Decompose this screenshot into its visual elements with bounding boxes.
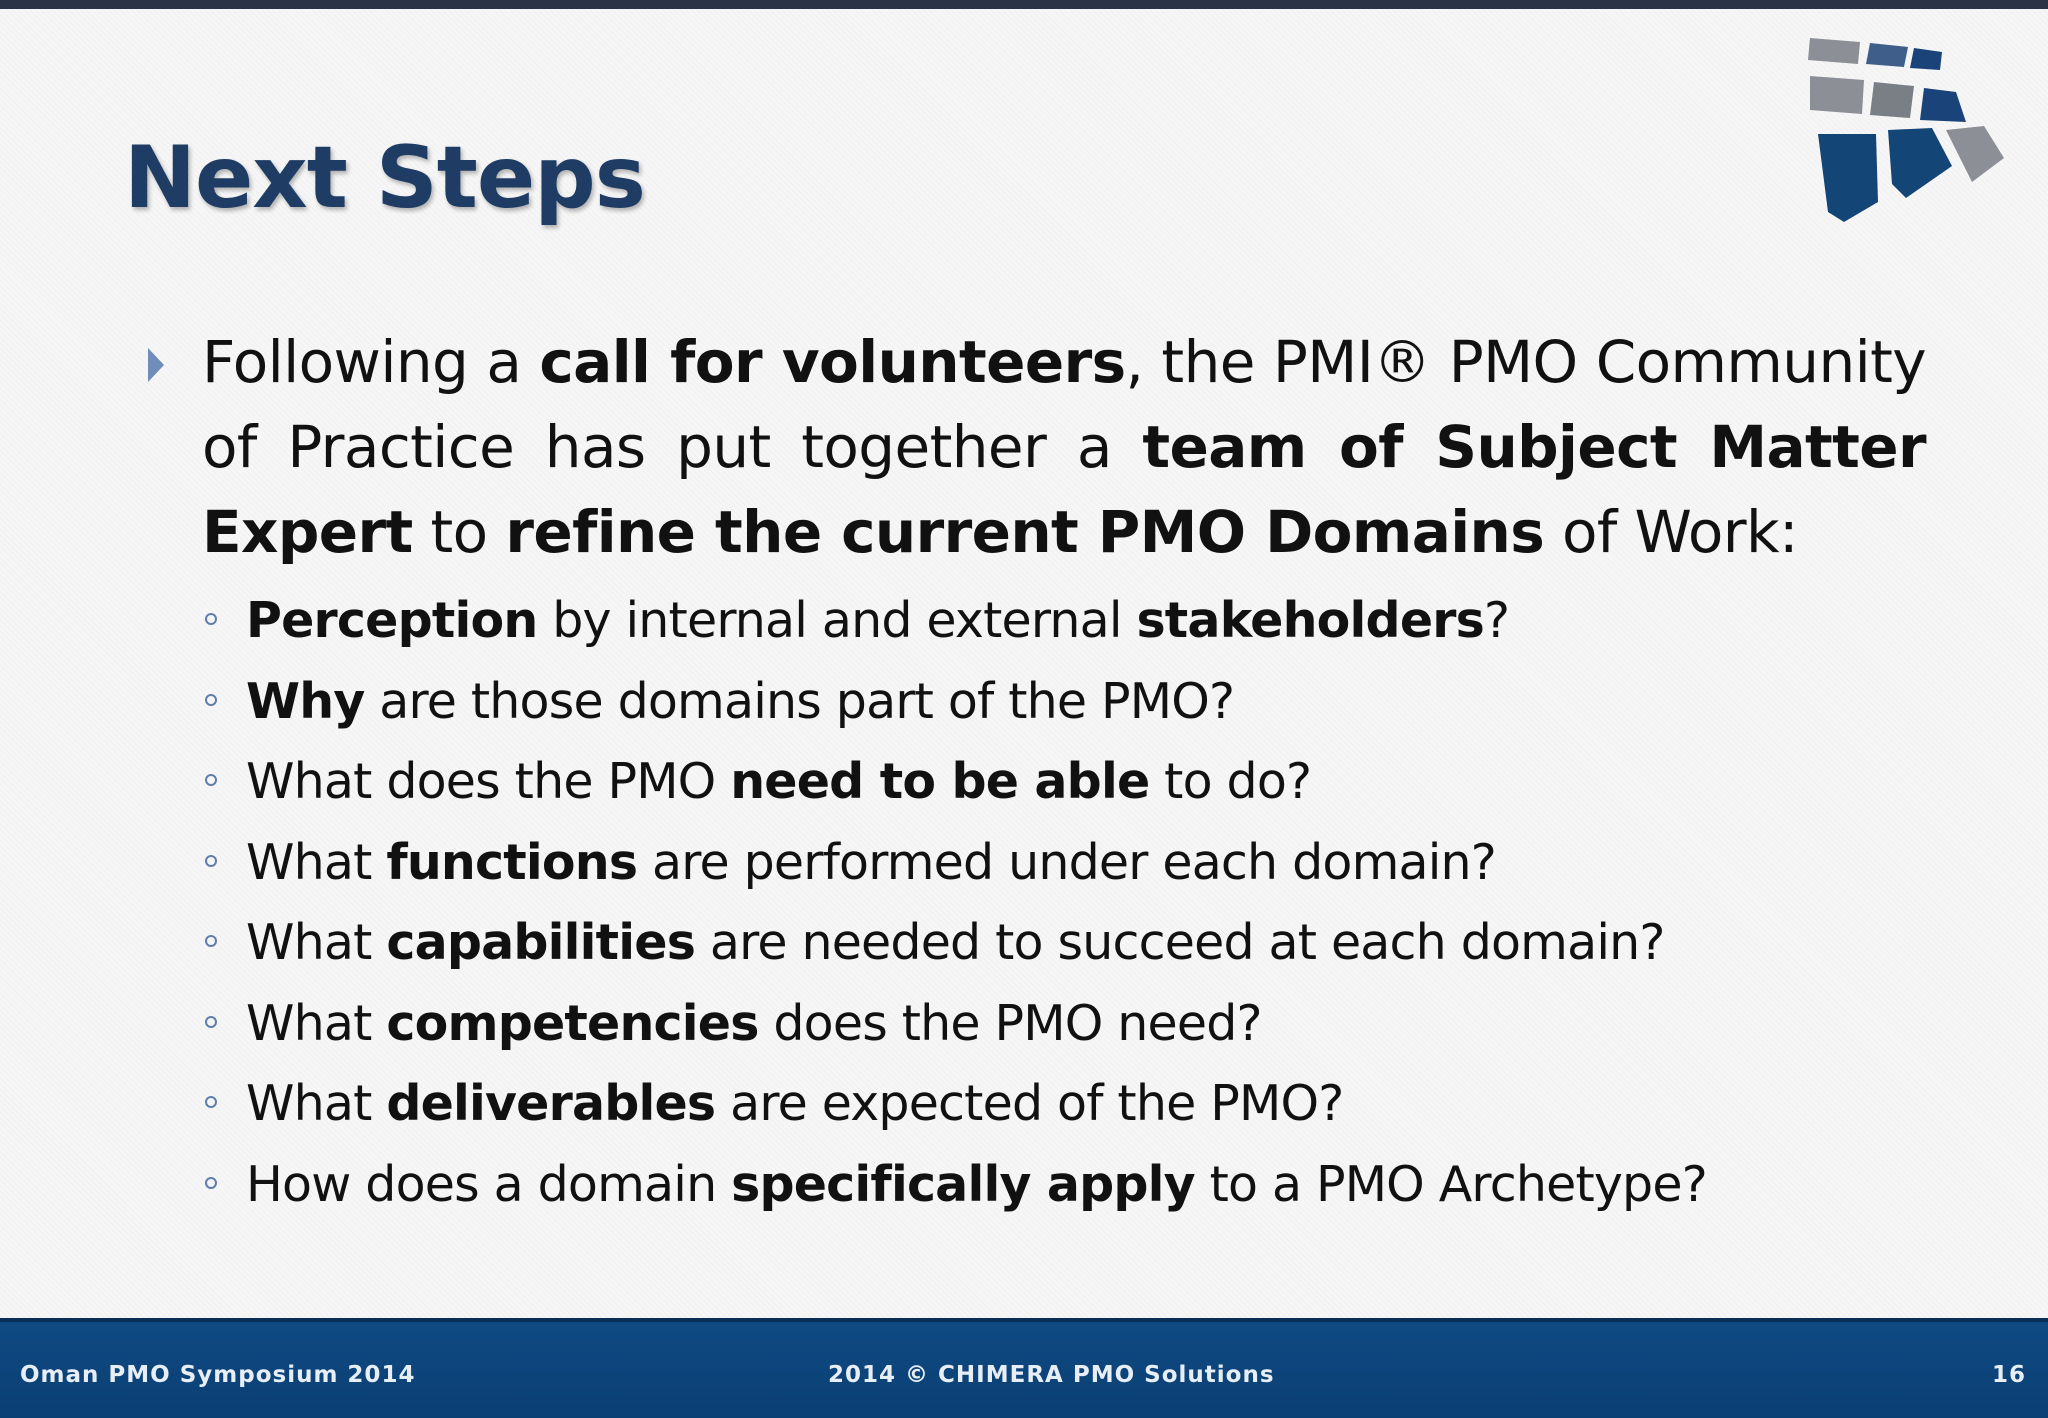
circle-bullet-icon xyxy=(205,1177,217,1189)
circle-bullet-icon xyxy=(205,1096,217,1108)
text-run: does the PMO need? xyxy=(758,994,1262,1052)
emphasis-text: team of Subject Matter Expert xyxy=(202,413,1926,566)
text-run: What xyxy=(246,994,387,1052)
emphasis-text: stakeholders xyxy=(1136,592,1484,649)
text-run: , the PMI® PMO Community of Practice has put together a xyxy=(202,328,1926,481)
text-run: are needed to succeed at each domain? xyxy=(695,914,1665,971)
emphasis-text: call for volunteers xyxy=(539,328,1126,396)
text-run: to xyxy=(412,498,506,566)
text-run: to a PMO Archetype? xyxy=(1194,1155,1707,1213)
emphasis-text: refine the current PMO Domains xyxy=(505,498,1545,566)
footer-bar xyxy=(0,1318,2048,1418)
text-run: Following a xyxy=(202,328,540,396)
emphasis-text: deliverables xyxy=(386,1075,716,1132)
sub-bullet-item xyxy=(140,1064,1926,1145)
sub-bullet-list xyxy=(140,581,1926,1225)
text-run: What does the PMO xyxy=(246,753,731,810)
emphasis-text: Perception xyxy=(246,592,538,649)
sub-bullet-text xyxy=(246,1064,1343,1144)
logo-tiles xyxy=(1808,38,2004,222)
emphasis-text: competencies xyxy=(386,994,759,1052)
circle-bullet-icon xyxy=(205,1016,217,1028)
circle-bullet-icon xyxy=(205,935,217,947)
text-run: How does a domain xyxy=(246,1155,732,1213)
text-run: What xyxy=(246,833,387,891)
sub-bullet-text xyxy=(246,742,1311,822)
text-run: are performed under each domain? xyxy=(637,833,1497,891)
triangle-bullet-icon xyxy=(148,348,164,382)
circle-bullet-icon xyxy=(205,855,217,867)
sub-bullet-text xyxy=(246,662,1234,742)
text-run: to do? xyxy=(1149,753,1312,810)
main-bullet-item xyxy=(140,320,1926,575)
emphasis-text: capabilities xyxy=(386,914,696,971)
sub-bullet-item xyxy=(140,903,1926,984)
emphasis-text: need to be able xyxy=(730,753,1150,810)
emphasis-text: specifically apply xyxy=(731,1155,1195,1213)
circle-bullet-icon xyxy=(205,694,217,706)
text-run: are expected of the PMO? xyxy=(715,1075,1344,1132)
sub-bullet-text xyxy=(246,581,1509,661)
circle-bullet-icon xyxy=(205,613,217,625)
text-run: of Work: xyxy=(1544,498,1798,566)
top-rule xyxy=(0,0,2048,9)
sub-bullet-text xyxy=(246,1145,1707,1225)
circle-bullet-icon xyxy=(205,774,217,786)
sub-bullet-text xyxy=(246,903,1665,983)
sub-bullet-item xyxy=(140,742,1926,823)
sub-bullet-item xyxy=(140,581,1926,662)
text-run: What xyxy=(246,914,387,971)
emphasis-text: Why xyxy=(246,672,365,730)
sub-bullet-item xyxy=(140,1145,1926,1226)
emphasis-text: functions xyxy=(386,833,638,891)
sub-bullet-item xyxy=(140,984,1926,1065)
sub-bullet-text xyxy=(246,984,1262,1064)
tiled-grid-logo-icon xyxy=(1800,34,2020,250)
sub-bullet-item xyxy=(140,662,1926,743)
slide-body xyxy=(140,320,1926,1225)
slide-title: Next Steps xyxy=(124,128,645,228)
footer-event-name: Oman PMO Symposium 2014 xyxy=(20,1362,416,1388)
sub-bullet-text xyxy=(246,823,1496,903)
footer-page-number: 16 xyxy=(1991,1362,2026,1388)
main-bullet-text xyxy=(202,320,1926,575)
text-run: are those domains part of the PMO? xyxy=(364,672,1235,730)
text-run: by internal and external xyxy=(537,592,1137,649)
footer-copyright: 2014 © CHIMERA PMO Solutions xyxy=(828,1362,1275,1388)
text-run: ? xyxy=(1483,592,1510,649)
sub-bullet-item xyxy=(140,823,1926,904)
text-run: What xyxy=(246,1075,387,1132)
